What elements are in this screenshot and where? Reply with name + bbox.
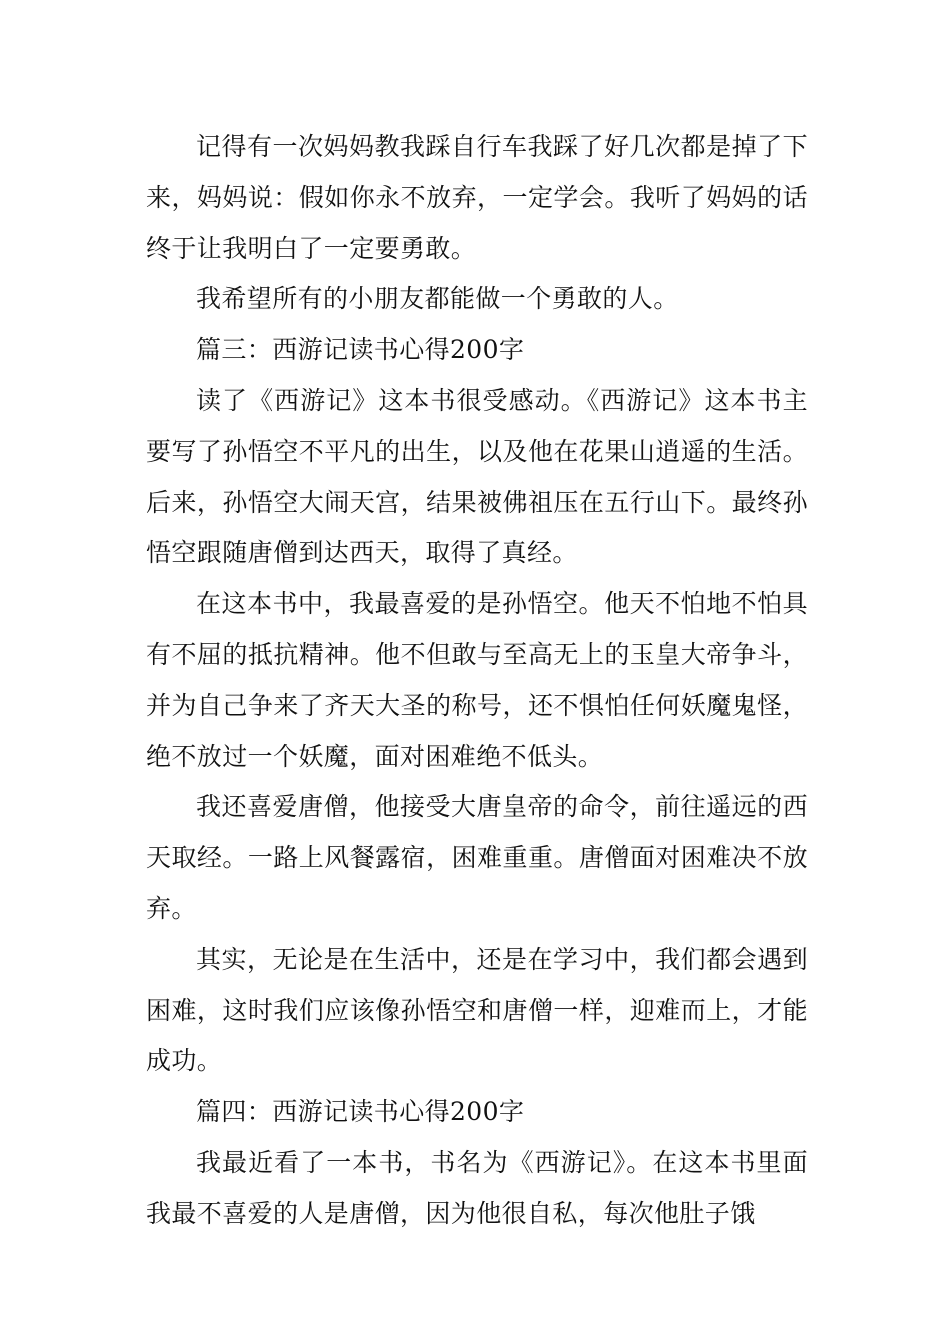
section-heading-part-four: 篇四：西游记读书心得200字	[196, 1097, 525, 1127]
paragraph-conclusion: 其实，无论是在生活中，还是在学习中，我们都会遇到困难，这时我们应该像孙悟空和唐僧一样，迎难而上，才能成功。	[146, 944, 808, 1076]
paragraph-part-four-intro: 我最近看了一本书，书名为《西游记》。在这本书里面我最不喜爱的人是唐僧，因为他很自私，每次他肚子饿	[146, 1147, 808, 1228]
paragraph-journey-summary: 读了《西游记》这本书很受感动。《西游记》这本书主要写了孙悟空不平凡的出生，以及他在花果山逍遥的生活。后来，孙悟空大闹天宫，结果被佛祖压在五行山下。最终孙悟空跟随唐僧到达西天，取得了真经。	[146, 385, 808, 568]
document-page	[146, 122, 808, 1240]
paragraph-tang-seng: 我还喜爱唐僧，他接受大唐皇帝的命令，前往遥远的西天取经。一路上风餐露宿，困难重重。唐僧面对困难决不放弃。	[146, 792, 808, 923]
paragraph-brave-wish: 我希望所有的小朋友都能做一个勇敢的人。	[196, 284, 679, 314]
paragraph-learning-bike: 记得有一次妈妈教我踩自行车我踩了好几次都是掉了下来，妈妈说：假如你永不放弃，一定学会。我听了妈妈的话终于让我明白了一定要勇敢。	[146, 132, 808, 263]
paragraph-sun-wukong: 在这本书中，我最喜爱的是孙悟空。他天不怕地不怕具有不屈的抵抗精神。他不但敢与至高无上的玉皇大帝争斗，并为自己争来了齐天大圣的称号，还不惧怕任何妖魔鬼怪，绝不放过一个妖魔，面对困难绝不低头。	[146, 589, 808, 771]
section-heading-part-three: 篇三：西游记读书心得200字	[196, 335, 525, 365]
